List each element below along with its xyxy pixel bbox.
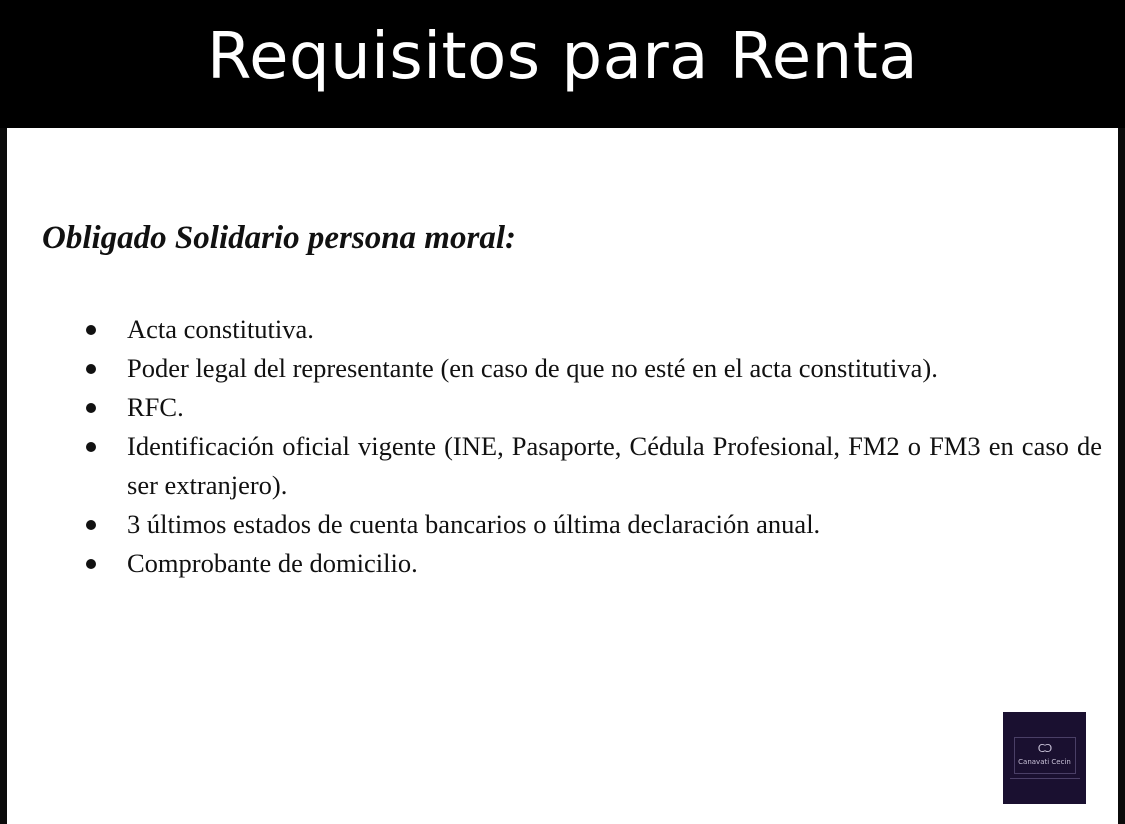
requirement-text: Acta constitutiva. <box>127 314 314 344</box>
list-item <box>82 388 1102 427</box>
content-sheet <box>7 128 1118 824</box>
list-item <box>82 310 1102 349</box>
logo-mark-icon: CƆ <box>1037 742 1052 755</box>
section-subtitle: Obligado Solidario persona moral: <box>42 220 516 256</box>
requirement-text: Comprobante de domicilio. <box>127 548 418 578</box>
bullet-icon <box>86 559 96 569</box>
list-item <box>82 544 1102 583</box>
bullet-icon <box>86 403 96 413</box>
requirements-list <box>82 310 1102 583</box>
list-item <box>82 505 1102 544</box>
logo-divider <box>1010 778 1080 779</box>
requirement-text: Poder legal del representante (en caso de que no esté en el acta constitutiva). <box>127 353 938 383</box>
list-item <box>82 427 1102 505</box>
requirement-text: Identificación oficial vigente (INE, Pasaporte, Cédula Profesional, FM2 o FM3 en caso de ser extranjero). <box>127 431 1102 500</box>
bullet-icon <box>86 364 96 374</box>
company-logo <box>1003 712 1086 804</box>
logo-name: Canavati Cecin <box>1018 758 1071 766</box>
requirement-text: 3 últimos estados de cuenta bancarios o última declaración anual. <box>127 509 821 539</box>
title-bar <box>0 0 1125 128</box>
bullet-icon <box>86 442 96 452</box>
logo-frame <box>1014 737 1076 774</box>
requirement-text: RFC. <box>127 392 184 422</box>
slide-title: Requisitos para Renta <box>206 20 919 94</box>
bullet-icon <box>86 520 96 530</box>
bullet-icon <box>86 325 96 335</box>
list-item <box>82 349 1102 388</box>
